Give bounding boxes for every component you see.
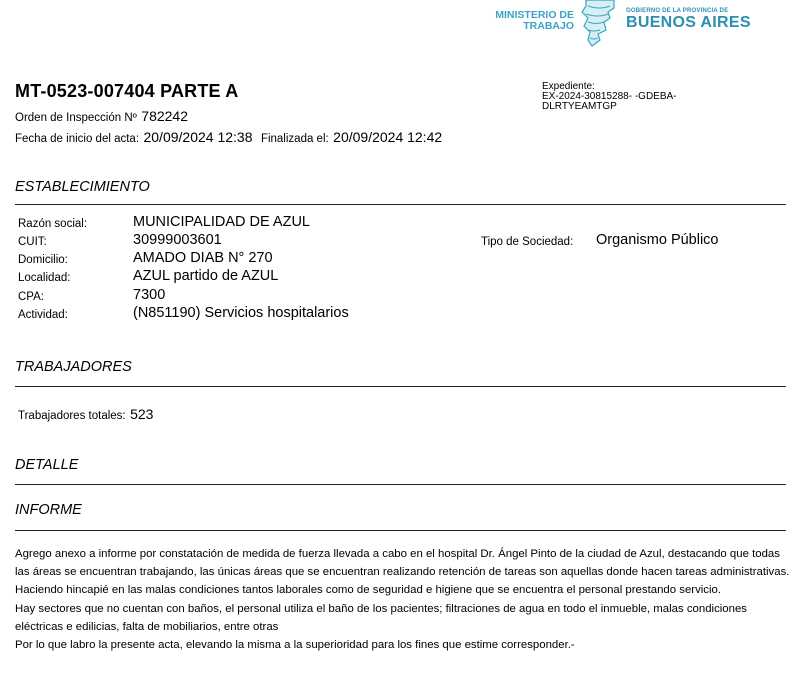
trabajadores-totales-label: Trabajadores totales: [18, 410, 126, 422]
ministerio-line1: MINISTERIO DE [495, 9, 574, 21]
informe-body [15, 545, 790, 654]
tipo-sociedad-value: Organismo Público [596, 232, 719, 248]
domicilio-label: Domicilio: [18, 254, 68, 266]
tipo-sociedad-label: Tipo de Sociedad: [481, 236, 574, 248]
establecimiento-section-title: ESTABLECIMIENTO [15, 179, 150, 195]
fecha-inicio-label: Fecha de inicio del acta: [15, 133, 140, 145]
expediente-block [542, 82, 712, 112]
cuit-label: CUIT: [18, 236, 47, 248]
orden-inspeccion [15, 108, 188, 126]
expediente-line1: EX-2024-30815288- -GDEBA- [542, 91, 677, 102]
razon-social-label: Razón social: [18, 218, 88, 230]
cuit-value: 30999003601 [133, 232, 222, 248]
trabajadores-totales-value: 523 [130, 406, 154, 422]
buenos-aires-text: BUENOS AIRES [626, 14, 751, 31]
informe-divider [15, 530, 786, 531]
acta-title: MT-0523-007404 PARTE A [15, 81, 239, 101]
finalizada-value: 20/09/2024 12:42 [333, 129, 443, 145]
orden-value: 782242 [141, 108, 188, 124]
gobierno-provincia-text: GOBIERNO DE LA PROVINCIA DE [626, 8, 729, 14]
fechas-row [15, 129, 442, 147]
trabajadores-totales [18, 406, 153, 424]
detalle-section-title: DETALLE [15, 457, 79, 473]
expediente-line2: DLRTYEAMTGP [542, 101, 617, 112]
trabajadores-divider [15, 386, 786, 387]
detalle-divider [15, 484, 786, 485]
ministerio-line2: TRABAJO [523, 20, 574, 32]
expediente-label: Expediente: [542, 81, 595, 92]
localidad-label: Localidad: [18, 272, 71, 284]
buenos-aires-emblem-icon [580, 0, 620, 48]
informe-section-title: INFORME [15, 502, 82, 518]
establecimiento-divider [15, 204, 786, 205]
actividad-label: Actividad: [18, 309, 68, 321]
informe-paragraph-3: Por lo que labro la presente acta, elevando la misma a la superioridad para los fines que estime corresponder.- [15, 639, 575, 652]
actividad-value: (N851190) Servicios hospitalarios [133, 305, 349, 321]
informe-paragraph-2: Hay sectores que no cuentan con baños, el personal utiliza el baño de los pacientes; filtraciones de agua en todo el inmueble, malas condiciones eléctricas e edilicias, falta de mobiliarios, entre otras [15, 602, 747, 633]
ministerio-trabajo-logo [488, 10, 574, 32]
finalizada-label: Finalizada el: [260, 133, 329, 145]
cpa-value: 7300 [133, 287, 166, 303]
localidad-value: AZUL partido de AZUL [133, 268, 279, 284]
orden-label: Orden de Inspección Nº [15, 112, 137, 124]
informe-paragraph-1: Agrego anexo a informe por constatación de medida de fuerza llevada a cabo en el hospital Dr. Ángel Pinto de la ciudad de Azul, destacando que todas las áreas se encuentran trabajando, las únicas áreas que se encuentran realizando retención de tareas son aquellas donde hacen tareas administrativas. Haciendo hincapié en las malas condiciones tantos laborales como de seguridad e higiene que se encuentra el personal prestando servicio. [15, 548, 790, 597]
header-logos [488, 0, 750, 48]
cpa-label: CPA: [18, 291, 44, 303]
razon-social-value: MUNICIPALIDAD DE AZUL [133, 214, 310, 230]
fecha-inicio-value: 20/09/2024 12:38 [143, 129, 253, 145]
domicilio-value: AMADO DIAB N° 270 [133, 250, 273, 266]
trabajadores-section-title: TRABAJADORES [15, 359, 132, 375]
